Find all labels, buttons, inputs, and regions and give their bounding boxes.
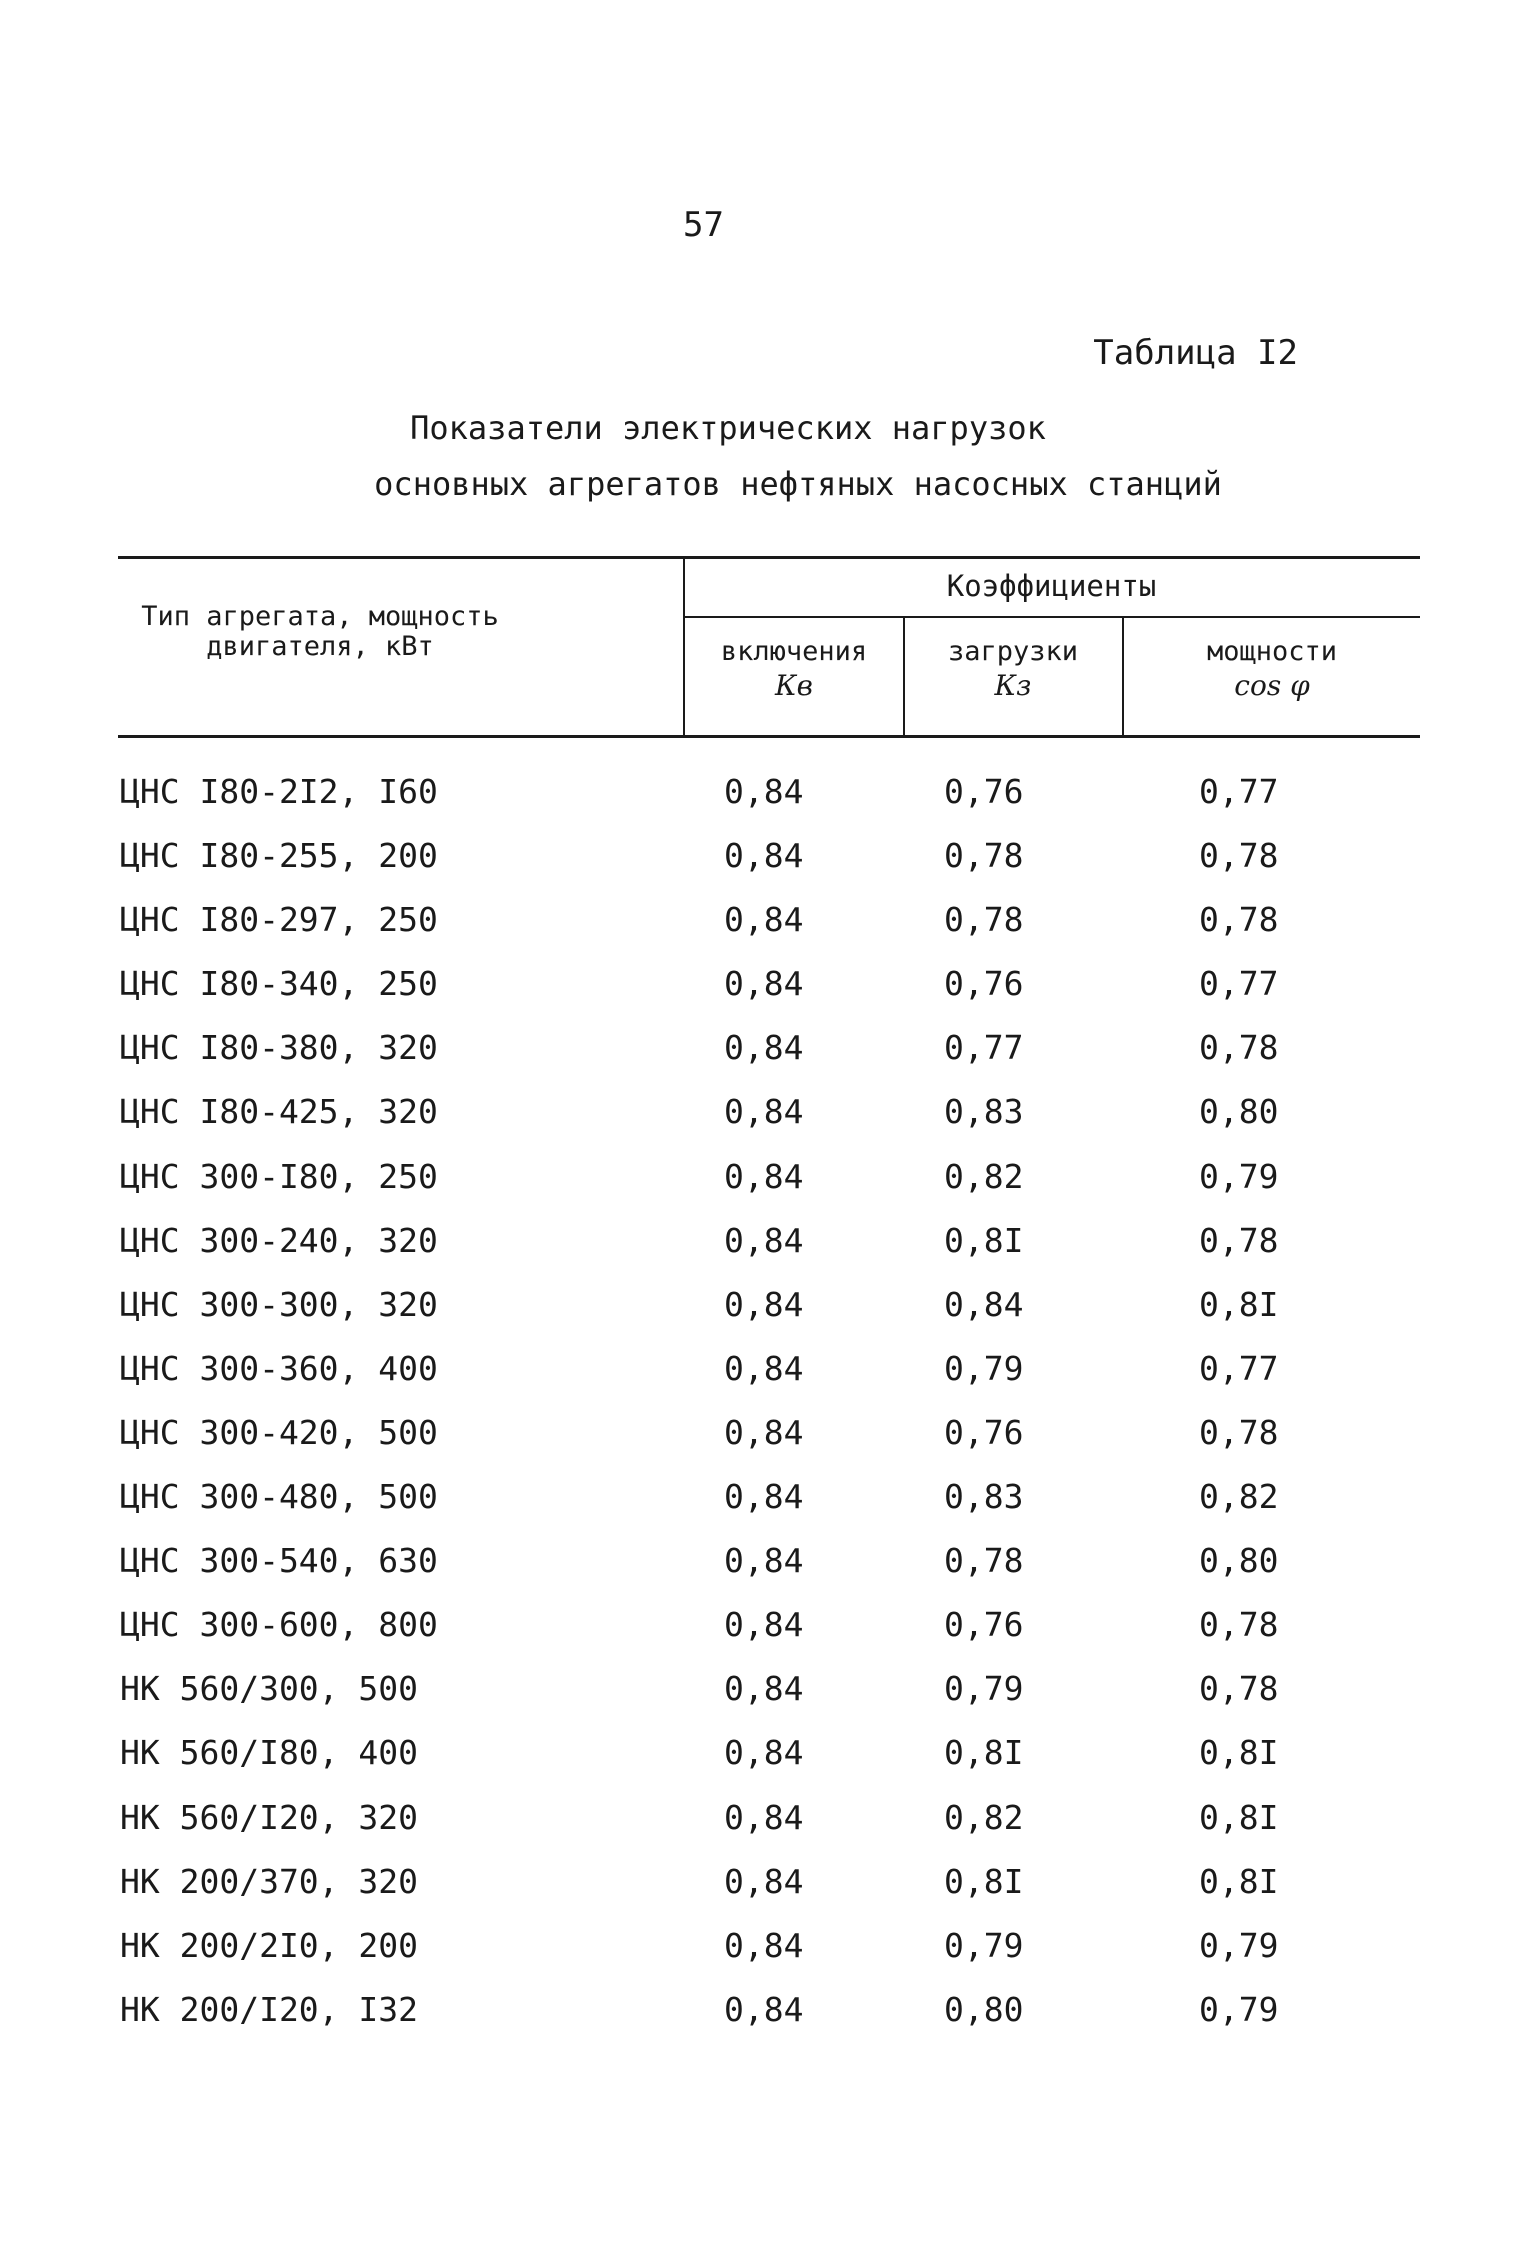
cell-switching-coef: 0,84	[724, 1412, 804, 1452]
table-row	[0, 900, 1536, 964]
table-body	[0, 772, 1536, 2054]
cell-switching-coef: 0,84	[724, 1477, 804, 1517]
header-coefficients-group: Коэффициенты	[946, 569, 1157, 603]
cell-switching-coef: 0,84	[724, 772, 804, 811]
cell-unit-type: НК 200/2I0, 200	[120, 1925, 419, 1965]
table-row	[0, 1413, 1536, 1477]
cell-switching-coef: 0,84	[724, 1092, 804, 1132]
cell-power-factor: 0,78	[1199, 900, 1279, 940]
cell-power-factor: 0,77	[1199, 772, 1279, 811]
cell-switching-coef: 0,84	[724, 1284, 804, 1324]
header-col-load-symbol: Кз	[994, 669, 1032, 702]
cell-load-coef: 0,76	[944, 1412, 1024, 1452]
table-row	[0, 1862, 1536, 1926]
cell-unit-type: ЦНС I80-380, 320	[120, 1028, 438, 1068]
table-row	[0, 1605, 1536, 1669]
cell-switching-coef: 0,84	[724, 1028, 804, 1068]
table-title	[0, 400, 1536, 512]
cell-power-factor: 0,79	[1199, 1156, 1279, 1196]
cell-unit-type: ЦНС 300-600, 800	[120, 1605, 438, 1645]
cell-load-coef: 0,77	[944, 1028, 1024, 1068]
cell-power-factor: 0,78	[1199, 1028, 1279, 1068]
cell-power-factor: 0,78	[1199, 1669, 1279, 1709]
header-col-switching-label: включения	[720, 636, 868, 667]
cell-load-coef: 0,76	[944, 772, 1024, 811]
header-col-load	[905, 637, 1121, 701]
header-type-column: Тип агрегата, мощность двигателя, кВт	[141, 601, 499, 662]
cell-power-factor: 0,78	[1199, 1412, 1279, 1452]
header-col-load-label: загрузки	[947, 636, 1079, 667]
cell-unit-type: ЦНС 300-300, 320	[120, 1284, 438, 1324]
cell-switching-coef: 0,84	[724, 900, 804, 940]
header-col-power-label: мощности	[1206, 636, 1338, 667]
cell-power-factor: 0,77	[1199, 964, 1279, 1004]
cell-switching-coef: 0,84	[724, 1156, 804, 1196]
header-mid-rule	[683, 616, 1420, 618]
cell-load-coef: 0,79	[944, 1669, 1024, 1709]
table-row	[0, 1669, 1536, 1733]
cell-power-factor: 0,8I	[1199, 1861, 1279, 1901]
cell-power-factor: 0,80	[1199, 1541, 1279, 1581]
cell-power-factor: 0,79	[1199, 1925, 1279, 1965]
cell-power-factor: 0,78	[1199, 836, 1279, 876]
cell-switching-coef: 0,84	[724, 964, 804, 1004]
cell-load-coef: 0,78	[944, 1541, 1024, 1581]
header-col-power	[1124, 637, 1420, 701]
table-row	[0, 1285, 1536, 1349]
cell-power-factor: 0,79	[1199, 1989, 1279, 2029]
cell-load-coef: 0,83	[944, 1092, 1024, 1132]
cell-switching-coef: 0,84	[724, 1861, 804, 1901]
header-col-switching-symbol: Кв	[775, 669, 813, 702]
table-row	[0, 1926, 1536, 1990]
cell-load-coef: 0,83	[944, 1477, 1024, 1517]
table-top-rule	[118, 556, 1420, 559]
cell-unit-type: ЦНС I80-425, 320	[120, 1092, 438, 1132]
cell-load-coef: 0,82	[944, 1797, 1024, 1837]
cell-power-factor: 0,80	[1199, 1092, 1279, 1132]
cell-unit-type: ЦНС 300-540, 630	[120, 1541, 438, 1581]
cell-load-coef: 0,84	[944, 1284, 1024, 1324]
table-row	[0, 1798, 1536, 1862]
title-line-2: основных агрегатов нефтяных насосных станций	[374, 465, 1222, 503]
cell-switching-coef: 0,84	[724, 1989, 804, 2029]
cell-power-factor: 0,8I	[1199, 1284, 1279, 1324]
cell-switching-coef: 0,84	[724, 1348, 804, 1388]
cell-load-coef: 0,78	[944, 836, 1024, 876]
header-col-switching	[686, 637, 902, 701]
cell-load-coef: 0,82	[944, 1156, 1024, 1196]
table-row	[0, 836, 1536, 900]
table-row	[0, 1541, 1536, 1605]
cell-switching-coef: 0,84	[724, 1220, 804, 1260]
header-col-power-symbol: cos φ	[1234, 669, 1310, 702]
table-row	[0, 1733, 1536, 1797]
table-row	[0, 1157, 1536, 1221]
cell-unit-type: НК 560/I80, 400	[120, 1733, 419, 1773]
table-row	[0, 1092, 1536, 1156]
cell-switching-coef: 0,84	[724, 1669, 804, 1709]
cell-switching-coef: 0,84	[724, 1733, 804, 1773]
cell-switching-coef: 0,84	[724, 1541, 804, 1581]
cell-load-coef: 0,79	[944, 1348, 1024, 1388]
table-row	[0, 1349, 1536, 1413]
cell-power-factor: 0,8I	[1199, 1733, 1279, 1773]
cell-unit-type: ЦНС 300-420, 500	[120, 1412, 438, 1452]
header-bottom-rule	[118, 735, 1420, 738]
title-line-1: Показатели электрических нагрузок	[410, 409, 1046, 447]
table-row	[0, 1990, 1536, 2054]
cell-unit-type: ЦНС I80-340, 250	[120, 964, 438, 1004]
cell-unit-type: ЦНС 300-480, 500	[120, 1477, 438, 1517]
table-row	[0, 772, 1536, 836]
cell-switching-coef: 0,84	[724, 836, 804, 876]
cell-power-factor: 0,82	[1199, 1477, 1279, 1517]
cell-power-factor: 0,77	[1199, 1348, 1279, 1388]
page-number: 57	[683, 205, 724, 245]
cell-unit-type: НК 200/370, 320	[120, 1861, 419, 1901]
cell-unit-type: НК 560/I20, 320	[120, 1797, 419, 1837]
cell-switching-coef: 0,84	[724, 1605, 804, 1645]
table-row	[0, 1477, 1536, 1541]
cell-switching-coef: 0,84	[724, 1797, 804, 1837]
table-row	[0, 1028, 1536, 1092]
table-row	[0, 964, 1536, 1028]
cell-unit-type: ЦНС 300-360, 400	[120, 1348, 438, 1388]
cell-load-coef: 0,76	[944, 1605, 1024, 1645]
cell-power-factor: 0,78	[1199, 1220, 1279, 1260]
cell-load-coef: 0,79	[944, 1925, 1024, 1965]
cell-unit-type: ЦНС I80-2I2, I60	[120, 772, 438, 811]
cell-unit-type: НК 200/I20, I32	[120, 1989, 419, 2029]
table-label: Таблица I2	[1093, 333, 1298, 373]
cell-unit-type: ЦНС 300-240, 320	[120, 1220, 438, 1260]
cell-power-factor: 0,8I	[1199, 1797, 1279, 1837]
cell-load-coef: 0,78	[944, 900, 1024, 940]
cell-load-coef: 0,8I	[944, 1733, 1024, 1773]
cell-load-coef: 0,8I	[944, 1220, 1024, 1260]
cell-load-coef: 0,76	[944, 964, 1024, 1004]
cell-unit-type: НК 560/300, 500	[120, 1669, 419, 1709]
cell-power-factor: 0,78	[1199, 1605, 1279, 1645]
cell-load-coef: 0,80	[944, 1989, 1024, 2029]
cell-load-coef: 0,8I	[944, 1861, 1024, 1901]
table-row	[0, 1221, 1536, 1285]
cell-switching-coef: 0,84	[724, 1925, 804, 1965]
cell-unit-type: ЦНС I80-255, 200	[120, 836, 438, 876]
cell-unit-type: ЦНС 300-I80, 250	[120, 1156, 438, 1196]
cell-unit-type: ЦНС I80-297, 250	[120, 900, 438, 940]
